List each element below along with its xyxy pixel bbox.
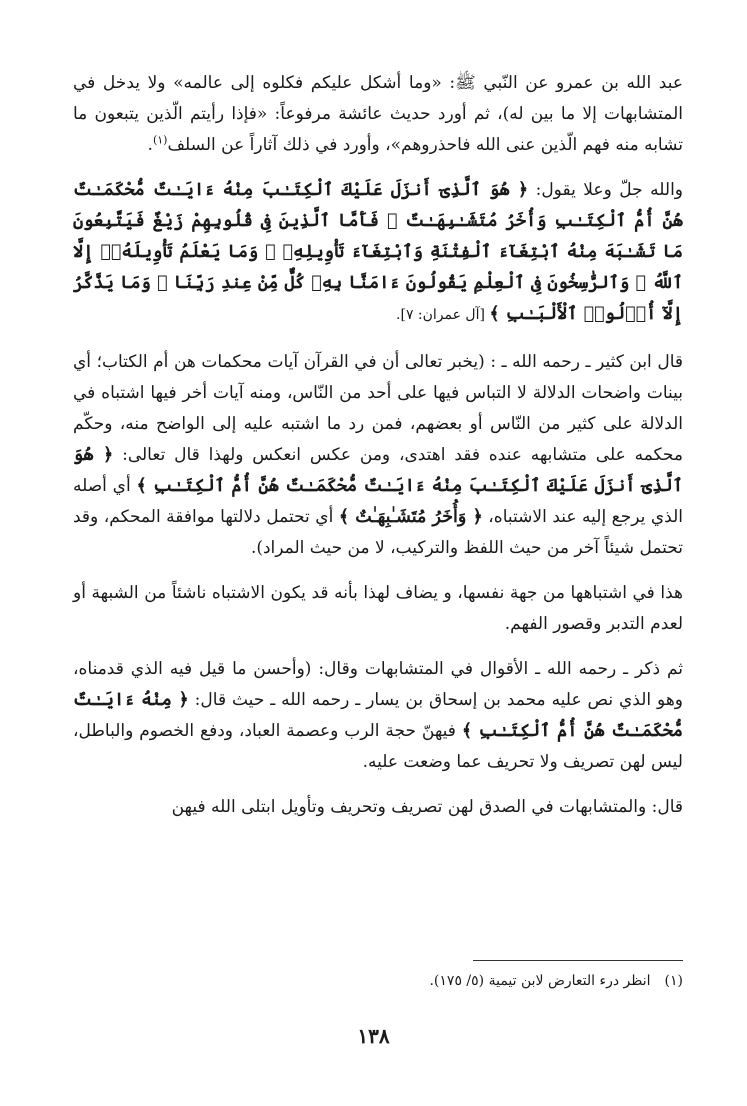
footnote-number: (١) (664, 973, 683, 989)
page-body (73, 68, 683, 837)
footnote-divider (473, 960, 683, 961)
quran-verse: ﴿ وَأُخَرُ مُتَشَـٰبِهَـٰتٌ ﴾ (338, 507, 483, 527)
quran-verse: ﴿ مِنْهُ ءَايَـٰتٌ مُّحْكَمَـٰتٌ هُنَّ أُمُّ ٱلْكِتَـٰبِ ﴾ (73, 690, 683, 741)
paragraph-text: والله جلّ وعلا يقول: (528, 180, 684, 200)
paragraph-opinions (73, 654, 683, 778)
paragraph-text: أي أصله الذي يرجع إليه عند الاشتباه، (73, 476, 683, 527)
paragraph-continuation (73, 792, 683, 823)
paragraph-text: عبد الله بن عمرو عن النّبي ﷺ: «وما أشكل عليكم فكلوه إلى عالمه» ولا يدخل في المتشابهات إلا ما بين له)، ثم أورد حديث عائشة مرفوعاً: «فإذا رأيتم الّذين يتبعون ما تشابه منه فهم الّذين عنى الله فاحذروهم»، وأورد في ذلك آثاراً عن السلف (73, 73, 683, 155)
paragraph-text: قال: والمتشابهات في الصدق لهن تصريف وتحريف وتأويل ابتلى الله فيهن (171, 797, 683, 817)
paragraph-text: هذا في اشتباهها من جهة نفسها، و يضاف لهذا بأنه قد يكون الاشتباه ناشئاً من الشبهة أو لعدم التدبر وقصور الفهم. (73, 583, 683, 634)
paragraph-text: أي تحتمل دلالتها موافقة المحكم، وقد تحتمل شيئاً آخر من حيث اللفظ والتركيب، لا من حيث المراد). (73, 507, 683, 558)
footnote-marker[interactable]: (١) (152, 133, 168, 147)
paragraph-text: . (147, 135, 153, 155)
paragraph-hadith (73, 68, 683, 161)
quran-verse: ﴿ هُوَ ٱلَّذِىٓ أَنزَلَ عَلَيْكَ ٱلْكِتَـٰبَ مِنْهُ ءَايَـٰتٌ مُّحْكَمَـٰتٌ هُنَّ أُمُّ ٱلْكِتَـٰبِ وَأُخَرُ مُتَشَـٰبِهَـٰتٌ ۖ فَأَمَّا ٱلَّذِينَ فِى قُلُوبِهِمْ زَيْغٌ فَيَتَّبِعُونَ مَا تَشَـٰبَهَ مِنْهُ ٱبْتِغَآءَ ٱلْفِتْنَةِ وَٱبْتِغَآءَ تَأْوِيلِهِۦ ۗ وَمَا يَعْلَمُ تَأْوِيلَهُۥٓ إِلَّا ٱللَّهُ ۗ وَٱلرَّٰسِخُونَ فِى ٱلْعِلْمِ يَقُولُونَ ءَامَنَّا بِهِۦ كُلٌّ مِّنْ عِندِ رَبِّنَا ۗ وَمَا يَذَّكَّرُ إِلَّآ أُو۟لُوا۟ ٱلْأَلْبَـٰبِ ﴾ (73, 180, 683, 324)
paragraph-text: ثم ذكر ـ رحمه الله ـ الأقوال في المتشابهات وقال: (وأحسن ما قيل فيه الذي قدمناه، وهو الذي نص عليه محمد بن إسحاق بن يسار ـ رحمه الله ـ حيث قال: (73, 659, 683, 710)
paragraph-text: فيهنّ حجة الرب وعصمة العباد، ودفع الخصوم والباطل، ليس لهن تصريف ولا تحريف عما وضعت عليه. (73, 721, 683, 772)
paragraph-text: قال ابن كثير ـ رحمه الله ـ : (يخبر تعالى أن في القرآن آيات محكمات هن أم الكتاب؛ أي بينات واضحات الدلالة لا التباس فيها على أحد من النّاس، ومنه آيات أخر فيها اشتباه في الدلالة على كثير من النّاس أو بعضهم، فمن رد ما اشتبه عليه إلى الواضح منه، وحكّم محكمه على متشابهه عنده فقد اهتدى، ومن عكس انعكس ولهذا قال تعالى: (73, 352, 683, 465)
footnote (73, 973, 683, 989)
verse-reference: [آل عمران: ٧]. (396, 307, 490, 323)
quran-verse: ﴿ هُوَ ٱلَّذِىٓ أَنزَلَ عَلَيْكَ ٱلْكِتَـٰبَ مِنْهُ ءَايَـٰتٌ مُّحْكَمَـٰتٌ هُنَّ أُمُّ ٱلْكِتَـٰبِ ﴾ (73, 445, 684, 496)
footnote-text: انظر درء التعارض لابن تيمية (٥/ ١٧٥). (429, 973, 651, 989)
paragraph-ambiguity (73, 578, 683, 640)
page-number: ١٣٨ (357, 1024, 390, 1048)
paragraph-quran-verse (73, 175, 683, 331)
paragraph-ibn-kathir (73, 347, 683, 564)
